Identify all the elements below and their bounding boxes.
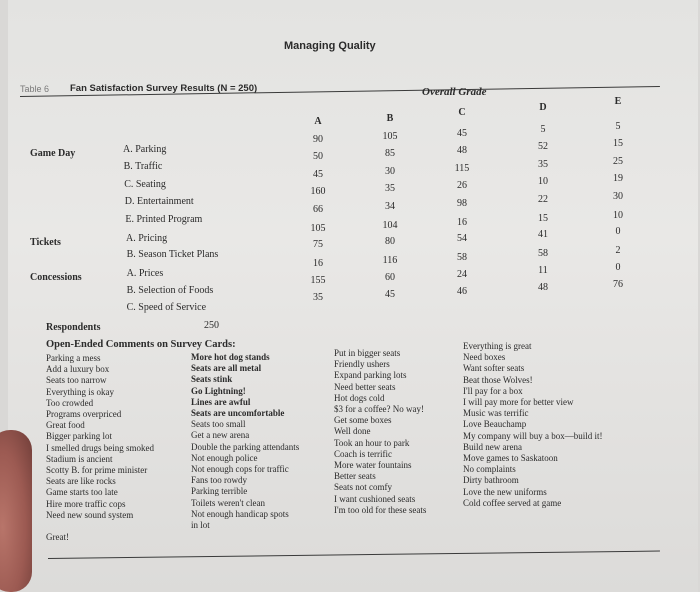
cell-value: 24 bbox=[457, 268, 467, 280]
cell-value: 35 bbox=[313, 292, 323, 303]
comment-item: I smelled drugs being smoked bbox=[46, 442, 154, 453]
comment-item: I'm too old for these seats bbox=[334, 504, 427, 515]
comment-item: Need better seats bbox=[334, 381, 396, 392]
comment-item: Seats too narrow bbox=[46, 375, 107, 386]
section-concessions: Concessions bbox=[30, 272, 82, 283]
grade-header-c: C bbox=[458, 107, 466, 118]
section-tickets: Tickets bbox=[30, 237, 61, 248]
cell-value: 58 bbox=[457, 251, 467, 263]
cell-value: 52 bbox=[538, 141, 548, 153]
comment-item: Great food bbox=[46, 420, 85, 431]
cell-value: 155 bbox=[310, 275, 326, 286]
comment-item: Coach is terrific bbox=[334, 448, 392, 459]
cell-value: 30 bbox=[613, 191, 623, 203]
cell-value: 16 bbox=[457, 216, 467, 228]
comment-item: Go Lightning! bbox=[191, 385, 246, 396]
row-item-label: A. Pricing bbox=[126, 233, 168, 244]
cell-value: 41 bbox=[538, 229, 548, 241]
cell-value: 45 bbox=[385, 288, 395, 300]
comment-item: Double the parking attendants bbox=[191, 441, 300, 452]
table-label: Table 6 bbox=[20, 84, 50, 94]
cell-value: 105 bbox=[382, 130, 398, 142]
comment-item: Seats stink bbox=[191, 374, 233, 385]
cell-value: 5 bbox=[540, 124, 546, 136]
comment-item: $3 for a coffee? No way! bbox=[334, 404, 425, 414]
comment-item: in lot bbox=[191, 520, 210, 530]
cell-value: 46 bbox=[457, 285, 467, 297]
cell-value: 85 bbox=[385, 147, 395, 159]
comment-item: Add a luxury box bbox=[46, 364, 110, 375]
cell-value: 0 bbox=[615, 262, 621, 274]
cell-value: 54 bbox=[457, 232, 467, 244]
cell-value: 60 bbox=[385, 271, 395, 283]
comment-item: Music was terrific bbox=[463, 408, 529, 419]
cell-value: 5 bbox=[615, 121, 621, 133]
comments-heading: Open-Ended Comments on Survey Cards: bbox=[46, 339, 236, 350]
comment-item: Seats are uncomfortable bbox=[191, 408, 285, 418]
comment-item: I will pay more for better view bbox=[463, 397, 574, 407]
cell-value: 22 bbox=[538, 194, 548, 206]
cell-value: 66 bbox=[313, 204, 323, 215]
cell-value: 30 bbox=[385, 165, 395, 177]
comment-item: Too crowded bbox=[46, 397, 94, 408]
comment-item: Everything is okay bbox=[46, 386, 114, 397]
cell-value: 10 bbox=[613, 210, 623, 222]
comment-item: Game starts too late bbox=[46, 487, 118, 498]
comment-item: Well done bbox=[334, 426, 371, 437]
cell-value: 45 bbox=[313, 169, 323, 180]
comment-item: Love Beauchamp bbox=[463, 419, 527, 430]
row-item-label: D. Entertainment bbox=[124, 196, 194, 207]
comment-item: Stadium is ancient bbox=[46, 453, 113, 464]
comment-item: My company will buy a box—build it! bbox=[463, 430, 603, 441]
cell-value: 45 bbox=[457, 127, 467, 139]
thumb-image bbox=[0, 430, 32, 592]
cell-value: 15 bbox=[613, 138, 623, 150]
comment-item: Need boxes bbox=[463, 352, 506, 363]
comment-item: Seats are all metal bbox=[191, 363, 262, 374]
comment-item: Get a new arena bbox=[191, 430, 250, 441]
comment-item: No complaints bbox=[463, 464, 516, 475]
comment-item: Programs overpriced bbox=[46, 409, 122, 419]
comment-item: Want softer seats bbox=[463, 363, 525, 374]
comment-item: Bigger parking lot bbox=[46, 431, 112, 442]
comment-item: Seats are like rocks bbox=[46, 476, 116, 487]
comment-item: Put in bigger seats bbox=[334, 348, 401, 358]
comment-item: More hot dog stands bbox=[191, 352, 270, 362]
overall-grade-header: Overall Grade bbox=[422, 86, 487, 98]
cell-value: 80 bbox=[385, 235, 395, 247]
cell-value: 10 bbox=[538, 176, 548, 188]
cell-value: 115 bbox=[454, 162, 470, 174]
cell-value: 35 bbox=[538, 159, 548, 171]
comment-item: Seats too small bbox=[191, 419, 246, 430]
comment-item: Cold coffee served at game bbox=[463, 497, 562, 508]
row-item-label: E. Printed Program bbox=[125, 214, 203, 225]
comment-item: I'll pay for a box bbox=[463, 385, 523, 396]
comment-item: Hot dogs cold bbox=[334, 392, 385, 403]
comment-item: Move games to Saskatoon bbox=[463, 453, 558, 463]
cell-value: 34 bbox=[385, 200, 395, 212]
cell-value: 116 bbox=[382, 254, 398, 266]
row-item-label: A. Prices bbox=[126, 268, 164, 279]
grade-header-a: A bbox=[314, 116, 322, 127]
comment-item: More water fountains bbox=[334, 460, 412, 470]
cell-value: 48 bbox=[457, 144, 467, 156]
cell-value: 90 bbox=[313, 134, 323, 145]
cell-value: 58 bbox=[538, 248, 548, 260]
cell-value: 50 bbox=[313, 151, 323, 162]
cell-value: 105 bbox=[310, 223, 326, 234]
comment-item: Dirty bathroom bbox=[463, 475, 519, 486]
document-page bbox=[8, 0, 698, 592]
section-game-day: Game Day bbox=[30, 148, 76, 159]
comment-item: Hire more traffic cops bbox=[46, 498, 126, 509]
cell-value: 104 bbox=[382, 219, 398, 231]
comment-item: Toilets weren't clean bbox=[191, 497, 265, 508]
comment-item: Seats not comfy bbox=[334, 482, 392, 493]
row-item-label: C. Seating bbox=[124, 179, 166, 190]
table-caption: Fan Satisfaction Survey Results (N = 250) bbox=[70, 83, 258, 94]
cell-value: 35 bbox=[385, 182, 395, 194]
comment-item: Took an hour to park bbox=[334, 437, 410, 448]
comment-item: Lines are awful bbox=[191, 396, 251, 407]
cell-value: 75 bbox=[313, 239, 323, 250]
comment-item: Beat those Wolves! bbox=[463, 374, 533, 385]
row-item-label: B. Selection of Foods bbox=[126, 285, 214, 296]
comment-item: I want cushioned seats bbox=[334, 493, 416, 504]
comment-item: Not enough police bbox=[191, 452, 258, 463]
comment-item: Expand parking lots bbox=[334, 370, 407, 381]
row-item-label: C. Speed of Service bbox=[126, 302, 207, 313]
comment-item: Parking terrible bbox=[191, 486, 248, 497]
grade-header-b: B bbox=[386, 113, 394, 124]
cell-value: 26 bbox=[457, 179, 467, 191]
cell-value: 19 bbox=[613, 173, 623, 185]
comment-item: Need new sound system bbox=[46, 509, 134, 520]
comment-item: Build new arena bbox=[463, 441, 522, 452]
row-item-label: B. Traffic bbox=[123, 161, 163, 172]
bottom-rule bbox=[48, 551, 660, 560]
comment-item: Parking a mess bbox=[46, 353, 101, 363]
grade-header-d: D bbox=[539, 102, 547, 113]
respondents-value: 250 bbox=[204, 320, 219, 331]
comment-item: Everything is great bbox=[463, 341, 532, 351]
comment-item: Not enough cops for traffic bbox=[191, 464, 289, 474]
comment-item: Fans too rowdy bbox=[191, 475, 247, 486]
cell-value: 11 bbox=[538, 265, 548, 277]
comment-item: Better seats bbox=[334, 471, 376, 482]
cell-value: 48 bbox=[538, 282, 548, 294]
row-item-label: B. Season Ticket Plans bbox=[126, 249, 219, 260]
cell-value: 160 bbox=[310, 186, 326, 197]
cell-value: 76 bbox=[613, 279, 623, 291]
cell-value: 25 bbox=[613, 156, 623, 168]
respondents-label: Respondents bbox=[46, 322, 101, 333]
comment-item: Love the new uniforms bbox=[463, 486, 547, 497]
comment-item: Great! bbox=[46, 532, 69, 543]
cell-value: 16 bbox=[313, 258, 323, 269]
cell-value: 2 bbox=[615, 245, 621, 257]
comment-item: Not enough handicap spots bbox=[191, 508, 289, 519]
cell-value: 15 bbox=[538, 213, 548, 225]
row-item-label: A. Parking bbox=[123, 144, 167, 155]
cell-value: 98 bbox=[457, 197, 467, 209]
comment-item: Friendly ushers bbox=[334, 359, 390, 370]
cell-value: 0 bbox=[615, 226, 621, 238]
grade-header-e: E bbox=[614, 96, 622, 107]
comment-item: Get some boxes bbox=[334, 415, 392, 426]
comment-item: Scotty B. for prime minister bbox=[46, 465, 148, 475]
page-title: Managing Quality bbox=[284, 40, 376, 52]
